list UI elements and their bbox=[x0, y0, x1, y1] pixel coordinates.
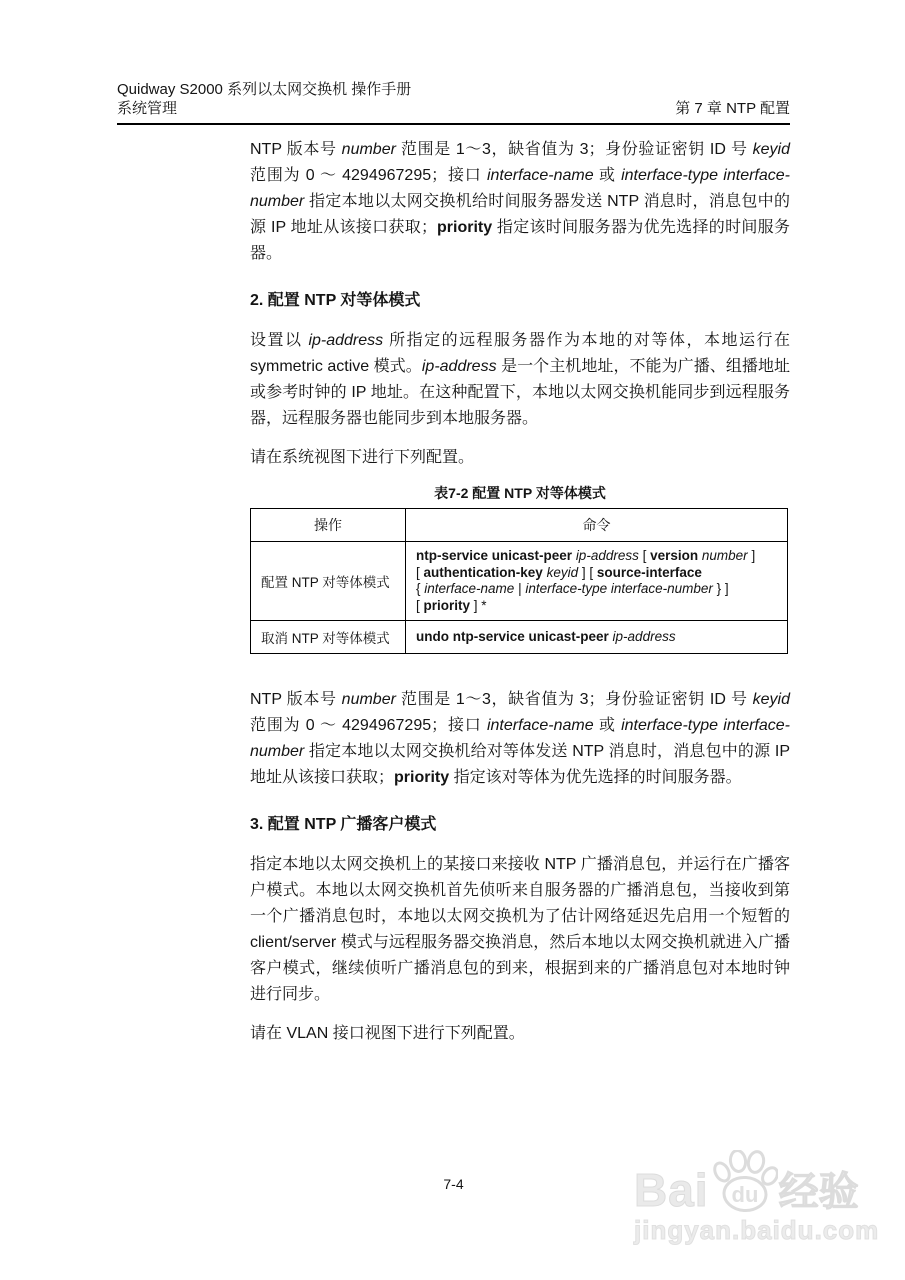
para-vlan-view: 请在 VLAN 接口视图下进行下列配置。 bbox=[250, 1025, 525, 1042]
peer-table-block bbox=[250, 484, 790, 654]
baidu-logo bbox=[634, 1148, 874, 1216]
heading-broadcast-mode: 3. 配置 NTP 广播客户模式 bbox=[250, 816, 437, 833]
table-row bbox=[251, 621, 788, 654]
operation-cell: 配置 NTP 对等体模式 bbox=[251, 542, 406, 621]
manual-section: 系统管理 bbox=[117, 100, 178, 117]
table-row bbox=[251, 542, 788, 621]
table-header-row bbox=[251, 509, 788, 542]
col-header-operation: 操作 bbox=[251, 509, 406, 542]
body-column bbox=[250, 137, 790, 1071]
col-header-command: 命令 bbox=[406, 509, 788, 542]
para-system-view: 请在系统视图下进行下列配置。 bbox=[250, 449, 475, 466]
para-ntp-peer-note: NTP 版本号 number 范围是 1～3，缺省值为 3；身份验证密钥 ID 号 keyid 范围为 0 ～ 4294967295；接口 interface-name 或 interface-type interface-number 指定本地以太网交换机给对等体发送 NTP 消息时，消息包中的源 IP 地址从该接口获取；priority 指定该对等体为优先选择的时间服务器。 bbox=[250, 691, 790, 786]
page-header bbox=[117, 80, 790, 125]
command-cell: undo ntp-service unicast-peer ip-address bbox=[406, 621, 788, 654]
peer-config-table bbox=[250, 508, 788, 654]
table-caption: 表7-2 配置 NTP 对等体模式 bbox=[434, 485, 606, 501]
para-ntp-server-note: NTP 版本号 number 范围是 1～3，缺省值为 3；身份验证密钥 ID 号 keyid 范围为 0 ～ 4294967295；接口 interface-name 或 interface-type interface-number 指定本地以太网交换机给时间服务器发送 NTP 消息时，消息包中的源 IP 地址从该接口获取；priority 指定该时间服务器为优先选择的时间服务器。 bbox=[250, 141, 790, 262]
watermark-bai-text: Bai bbox=[634, 1164, 709, 1216]
heading-peer-mode: 2. 配置 NTP 对等体模式 bbox=[250, 292, 421, 309]
watermark-du-text: du bbox=[731, 1182, 759, 1207]
page-number: 7-4 bbox=[443, 1176, 464, 1192]
watermark-url: jingyan.baidu.com bbox=[634, 1215, 880, 1245]
baidu-paw-icon bbox=[710, 1150, 778, 1214]
header-left bbox=[117, 80, 411, 118]
command-cell: ntp-service unicast-peer ip-address [ version number ] [ authentication-key keyid ] [ source-interface { interface-name | interface-type interface-number } ] [ priority ] * bbox=[406, 542, 788, 621]
chapter-title: 第 7 章 NTP 配置 bbox=[675, 100, 790, 117]
watermark-jingyan-text: 经验 bbox=[778, 1170, 859, 1214]
para-peer-intro: 设置以 ip-address 所指定的远程服务器作为本地的对等体，本地运行在 symmetric active 模式。ip-address 是一个主机地址，不能为广播、组播地址或参考时钟的 IP 地址。在这种配置下，本地以太网交换机能同步到远程服务器，远程服务器也能同步到本地服务器。 bbox=[250, 332, 790, 427]
para-broadcast-intro: 指定本地以太网交换机上的某接口来接收 NTP 广播消息包，并运行在广播客户模式。本地以太网交换机首先侦听来自服务器的广播消息包，当接收到第一个广播消息包时，本地以太网交换机为了估计网络延迟先启用一个短暂的 client/server 模式与远程服务器交换消息，然后本地以太网交换机就进入广播客户模式，继续侦听广播消息包的到来，根据到来的广播消息包对本地时钟进行同步。 bbox=[250, 856, 790, 1003]
manual-title: Quidway S2000 系列以太网交换机 操作手册 bbox=[117, 81, 412, 98]
baidu-watermark bbox=[634, 1148, 880, 1246]
operation-cell: 取消 NTP 对等体模式 bbox=[251, 621, 406, 654]
